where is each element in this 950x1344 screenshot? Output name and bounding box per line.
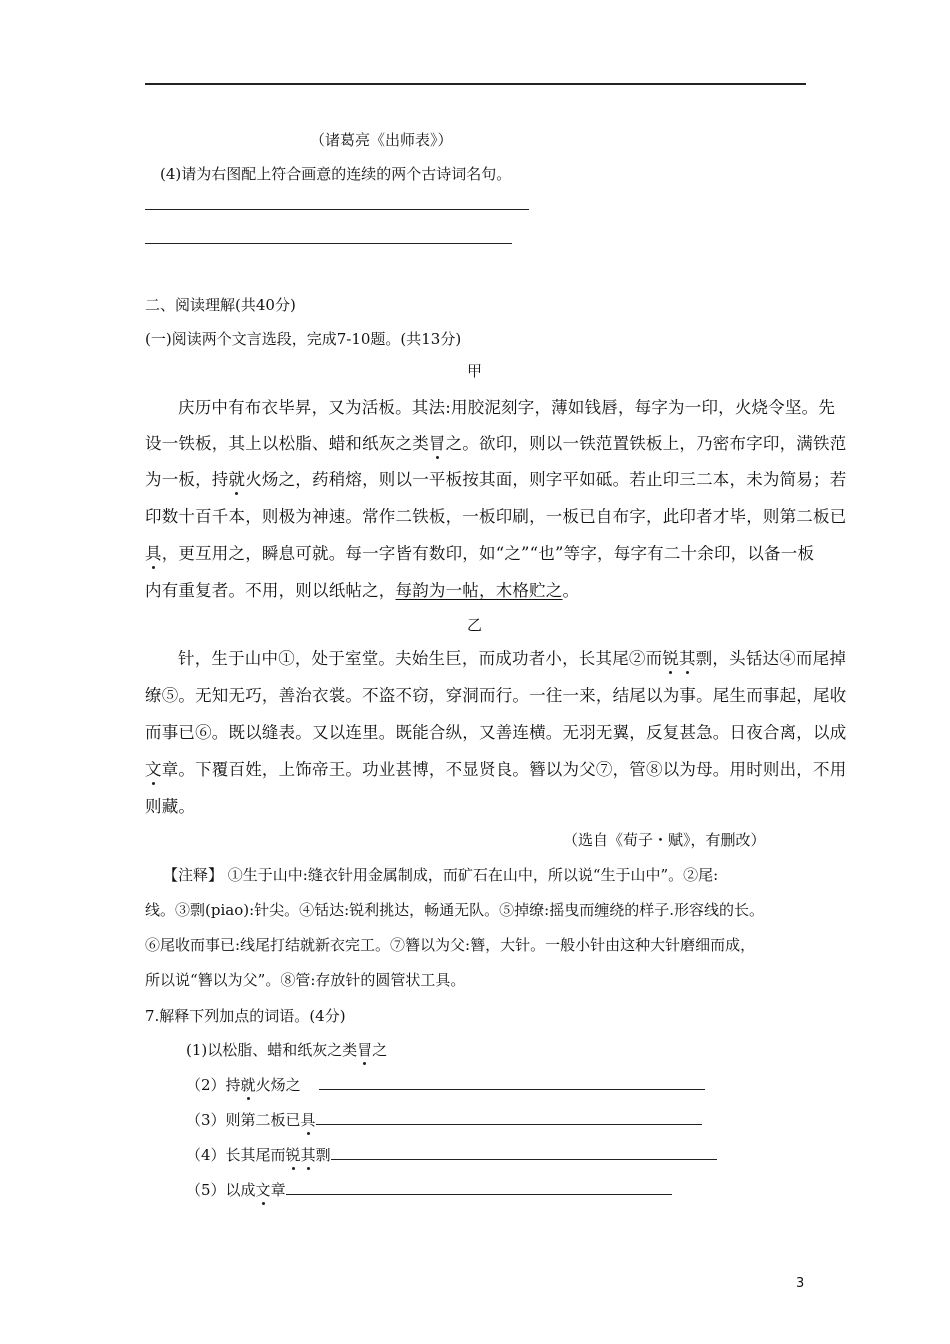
underlined-sentence: 每韵为一帖，木格贮之	[395, 581, 563, 600]
answer-blank[interactable]	[319, 1075, 705, 1090]
dotted-word: 具	[145, 544, 162, 563]
q7-item-4: （4）长其尾而锐其剽	[186, 1144, 717, 1165]
dotted-word: 就	[240, 1076, 256, 1094]
dotted-word: 锐	[662, 649, 680, 668]
source-yi: （选自《荀子・赋》，有删改）	[563, 831, 766, 849]
answer-blank[interactable]	[286, 1180, 672, 1195]
jia-line-6: 内有重复者。不用，则以纸帖之，每韵为一帖，木格贮之。	[145, 581, 580, 600]
jia-line-5: 具，更互用之，瞬息可就。每一字皆有数印，如“之”“也”等字，每字有二十余印，以备一板	[145, 544, 815, 563]
dotted-word: 冒	[357, 1041, 373, 1059]
yi-line-1: 针，生于山中①，处于室堂。夫始生巨，而成功者小，长其尾②而锐其剽，头铦达④而尾掉	[178, 649, 847, 668]
passage-yi-title: 乙	[467, 616, 483, 634]
answer-line-1[interactable]	[145, 209, 529, 210]
jia-line-4: 印数十百千本，则极为神速。常作二铁板，一板印刷，一板已自布字，此印者才毕，则第二板已	[145, 507, 847, 526]
dotted-word: 文	[255, 1181, 271, 1199]
notes-line-4: 所以说“簪以为父”。⑧管:存放针的圆管状工具。	[145, 971, 466, 989]
yi-line-2: 缭⑤。无知无巧，善治衣裳。不盗不窃，穿洞而行。一往一来，结尾以为事。尾生而事起，尾收	[145, 686, 847, 705]
page-number: 3	[796, 1276, 805, 1291]
jia-line-3: 为一板，持就火炀之，药稍熔，则以一平板按其面，则字平如砥。若止印三二本，未为简易；若	[145, 470, 847, 489]
notes-line-3: ⑥尾收而事已:线尾打结就新衣完工。⑦簪以为父:簪，大针。一般小针由这种大针磨细而成，	[145, 936, 756, 954]
dotted-word: 锐	[285, 1146, 301, 1164]
yi-line-4: 文章。下覆百姓，上饰帝王。功业甚博，不显贤良。簪以为父⑦，管⑧以为母。用时则出，不用	[145, 760, 847, 779]
question-4: (4)请为右图配上符合画意的连续的两个古诗词名句。	[160, 165, 512, 183]
section-heading: 二、阅读理解(共40分)	[145, 296, 296, 314]
q7-item-3: （3）则第二板已具	[186, 1109, 702, 1130]
source-line: （诸葛亮《出师表》）	[310, 131, 453, 149]
q7-item-1: (1)以松脂、蜡和纸灰之类冒之	[186, 1041, 388, 1059]
notes-line-2: 线。③剽(piao):针尖。④铦达:锐利挑达，畅通无队。⑤掉缭:摇曳而缠绕的样子.形容线的长。	[145, 901, 765, 919]
dotted-word: 就	[228, 470, 246, 489]
dotted-word: 其	[300, 1146, 316, 1164]
notes-line-1: 【注释】 ①生于山中:缝衣针用金属制成，而矿石在山中，所以说“生于山中”。②尾:	[163, 866, 719, 884]
part-heading: (一)阅读两个文言选段，完成7-10题。(共13分)	[145, 330, 462, 348]
yi-line-5: 则藏。	[145, 797, 196, 816]
question-7-title: 7.解释下列加点的词语。(4分)	[145, 1007, 346, 1025]
top-rule	[145, 83, 806, 85]
q7-item-5: （5）以成文章	[186, 1179, 672, 1200]
passage-jia-title: 甲	[467, 362, 483, 380]
q7-item-2: （2）持就火炀之	[186, 1074, 705, 1095]
jia-line-2: 设一铁板，其上以松脂、蜡和纸灰之类冒之。欲印，则以一铁范置铁板上，乃密布字印，满铁范	[145, 434, 847, 453]
dotted-word: 具	[300, 1111, 316, 1129]
dotted-word: 冒	[428, 434, 446, 453]
answer-blank[interactable]	[331, 1145, 717, 1160]
yi-line-3: 而事已⑥。既以缝表。又以连里。既能合纵，又善连横。无羽无翼，反复甚急。日夜合离，以成	[145, 723, 847, 742]
answer-line-2[interactable]	[145, 243, 512, 244]
answer-blank[interactable]	[316, 1110, 702, 1125]
dotted-word: 文	[145, 760, 162, 779]
jia-line-1: 庆历中有布衣毕昇，又为活板。其法:用胶泥刻字，薄如钱唇，每字为一印，火烧令坚。先	[178, 398, 836, 417]
dotted-word: 其	[679, 649, 696, 668]
